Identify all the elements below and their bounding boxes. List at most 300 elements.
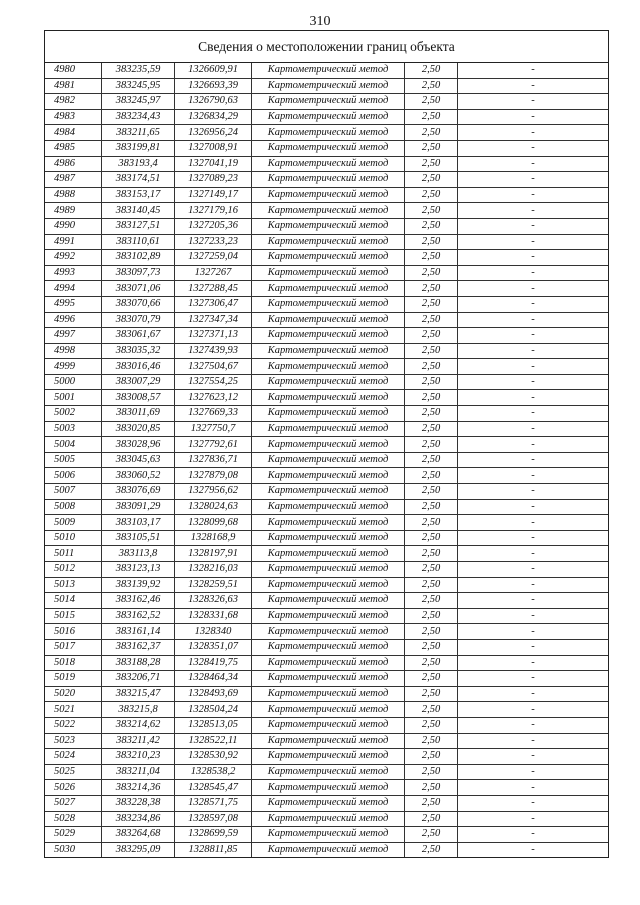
table-row bbox=[45, 156, 608, 172]
accuracy-cell: 2,50 bbox=[405, 359, 458, 375]
accuracy-cell: 2,50 bbox=[405, 187, 458, 203]
description-cell: - bbox=[458, 484, 609, 500]
accuracy-cell: 2,50 bbox=[405, 390, 458, 406]
description-cell: - bbox=[458, 63, 609, 78]
accuracy-cell: 2,50 bbox=[405, 250, 458, 266]
table-row bbox=[45, 733, 608, 749]
x-coordinate-cell: 383076,69 bbox=[102, 484, 175, 500]
method-cell: Картометрический метод bbox=[252, 733, 405, 749]
description-cell: - bbox=[458, 842, 609, 857]
x-coordinate-cell: 383174,51 bbox=[102, 172, 175, 188]
point-number-cell: 5030 bbox=[45, 842, 102, 857]
description-cell: - bbox=[458, 187, 609, 203]
method-cell: Картометрический метод bbox=[252, 437, 405, 453]
table-row bbox=[45, 624, 608, 640]
x-coordinate-cell: 383061,67 bbox=[102, 328, 175, 344]
description-cell: - bbox=[458, 671, 609, 687]
x-coordinate-cell: 383193,4 bbox=[102, 156, 175, 172]
method-cell: Картометрический метод bbox=[252, 530, 405, 546]
accuracy-cell: 2,50 bbox=[405, 655, 458, 671]
accuracy-cell: 2,50 bbox=[405, 421, 458, 437]
x-coordinate-cell: 383211,04 bbox=[102, 764, 175, 780]
table-row bbox=[45, 125, 608, 141]
method-cell: Картометрический метод bbox=[252, 390, 405, 406]
y-coordinate-cell: 1327233,23 bbox=[175, 234, 252, 250]
table-row bbox=[45, 78, 608, 94]
method-cell: Картометрический метод bbox=[252, 655, 405, 671]
table-row bbox=[45, 717, 608, 733]
y-coordinate-cell: 1327179,16 bbox=[175, 203, 252, 219]
point-number-cell: 5029 bbox=[45, 827, 102, 843]
method-cell: Картометрический метод bbox=[252, 109, 405, 125]
accuracy-cell: 2,50 bbox=[405, 63, 458, 78]
point-number-cell: 5012 bbox=[45, 562, 102, 578]
point-number-cell: 5001 bbox=[45, 390, 102, 406]
table-row bbox=[45, 234, 608, 250]
point-number-cell: 5011 bbox=[45, 546, 102, 562]
accuracy-cell: 2,50 bbox=[405, 312, 458, 328]
table-row bbox=[45, 530, 608, 546]
description-cell: - bbox=[458, 109, 609, 125]
y-coordinate-cell: 1328331,68 bbox=[175, 608, 252, 624]
point-number-cell: 4991 bbox=[45, 234, 102, 250]
point-number-cell: 5008 bbox=[45, 499, 102, 515]
x-coordinate-cell: 383162,46 bbox=[102, 593, 175, 609]
table-row bbox=[45, 390, 608, 406]
description-cell: - bbox=[458, 702, 609, 718]
x-coordinate-cell: 383007,29 bbox=[102, 374, 175, 390]
point-number-cell: 5000 bbox=[45, 374, 102, 390]
x-coordinate-cell: 383245,97 bbox=[102, 94, 175, 110]
description-cell: - bbox=[458, 234, 609, 250]
y-coordinate-cell: 1327792,61 bbox=[175, 437, 252, 453]
description-cell: - bbox=[458, 265, 609, 281]
method-cell: Картометрический метод bbox=[252, 281, 405, 297]
description-cell: - bbox=[458, 390, 609, 406]
accuracy-cell: 2,50 bbox=[405, 94, 458, 110]
method-cell: Картометрический метод bbox=[252, 94, 405, 110]
x-coordinate-cell: 383140,45 bbox=[102, 203, 175, 219]
y-coordinate-cell: 1327041,19 bbox=[175, 156, 252, 172]
accuracy-cell: 2,50 bbox=[405, 156, 458, 172]
point-number-cell: 5006 bbox=[45, 468, 102, 484]
y-coordinate-cell: 1327288,45 bbox=[175, 281, 252, 297]
accuracy-cell: 2,50 bbox=[405, 733, 458, 749]
description-cell: - bbox=[458, 515, 609, 531]
accuracy-cell: 2,50 bbox=[405, 328, 458, 344]
description-cell: - bbox=[458, 328, 609, 344]
method-cell: Картометрический метод bbox=[252, 218, 405, 234]
description-cell: - bbox=[458, 140, 609, 156]
accuracy-cell: 2,50 bbox=[405, 265, 458, 281]
method-cell: Картометрический метод bbox=[252, 702, 405, 718]
description-cell: - bbox=[458, 749, 609, 765]
boundary-table-frame bbox=[44, 30, 609, 858]
x-coordinate-cell: 383028,96 bbox=[102, 437, 175, 453]
table-row bbox=[45, 265, 608, 281]
accuracy-cell: 2,50 bbox=[405, 780, 458, 796]
description-cell: - bbox=[458, 562, 609, 578]
y-coordinate-cell: 1328099,68 bbox=[175, 515, 252, 531]
accuracy-cell: 2,50 bbox=[405, 562, 458, 578]
table-row bbox=[45, 63, 608, 78]
method-cell: Картометрический метод bbox=[252, 842, 405, 857]
x-coordinate-cell: 383091,29 bbox=[102, 499, 175, 515]
x-coordinate-cell: 383234,86 bbox=[102, 811, 175, 827]
point-number-cell: 4984 bbox=[45, 125, 102, 141]
x-coordinate-cell: 383153,17 bbox=[102, 187, 175, 203]
table-row bbox=[45, 562, 608, 578]
method-cell: Картометрический метод bbox=[252, 452, 405, 468]
table-row bbox=[45, 546, 608, 562]
x-coordinate-cell: 383123,13 bbox=[102, 562, 175, 578]
y-coordinate-cell: 1327306,47 bbox=[175, 296, 252, 312]
y-coordinate-cell: 1327347,34 bbox=[175, 312, 252, 328]
accuracy-cell: 2,50 bbox=[405, 78, 458, 94]
point-number-cell: 5019 bbox=[45, 671, 102, 687]
x-coordinate-cell: 383008,57 bbox=[102, 390, 175, 406]
accuracy-cell: 2,50 bbox=[405, 546, 458, 562]
table-row bbox=[45, 702, 608, 718]
point-number-cell: 4994 bbox=[45, 281, 102, 297]
point-number-cell: 5017 bbox=[45, 639, 102, 655]
method-cell: Картометрический метод bbox=[252, 406, 405, 422]
point-number-cell: 5002 bbox=[45, 406, 102, 422]
method-cell: Картометрический метод bbox=[252, 608, 405, 624]
description-cell: - bbox=[458, 437, 609, 453]
y-coordinate-cell: 1328571,75 bbox=[175, 795, 252, 811]
y-coordinate-cell: 1328522,11 bbox=[175, 733, 252, 749]
description-cell: - bbox=[458, 655, 609, 671]
point-number-cell: 5021 bbox=[45, 702, 102, 718]
method-cell: Картометрический метод bbox=[252, 780, 405, 796]
description-cell: - bbox=[458, 780, 609, 796]
description-cell: - bbox=[458, 281, 609, 297]
x-coordinate-cell: 383215,8 bbox=[102, 702, 175, 718]
table-row bbox=[45, 827, 608, 843]
point-number-cell: 5018 bbox=[45, 655, 102, 671]
x-coordinate-cell: 383139,92 bbox=[102, 577, 175, 593]
accuracy-cell: 2,50 bbox=[405, 717, 458, 733]
accuracy-cell: 2,50 bbox=[405, 749, 458, 765]
description-cell: - bbox=[458, 343, 609, 359]
accuracy-cell: 2,50 bbox=[405, 109, 458, 125]
method-cell: Картометрический метод bbox=[252, 546, 405, 562]
table-row bbox=[45, 406, 608, 422]
accuracy-cell: 2,50 bbox=[405, 639, 458, 655]
y-coordinate-cell: 1327008,91 bbox=[175, 140, 252, 156]
y-coordinate-cell: 1327879,08 bbox=[175, 468, 252, 484]
y-coordinate-cell: 1328504,24 bbox=[175, 702, 252, 718]
accuracy-cell: 2,50 bbox=[405, 624, 458, 640]
point-number-cell: 4981 bbox=[45, 78, 102, 94]
description-cell: - bbox=[458, 717, 609, 733]
description-cell: - bbox=[458, 78, 609, 94]
description-cell: - bbox=[458, 250, 609, 266]
x-coordinate-cell: 383060,52 bbox=[102, 468, 175, 484]
point-number-cell: 4985 bbox=[45, 140, 102, 156]
method-cell: Картометрический метод bbox=[252, 156, 405, 172]
method-cell: Картометрический метод bbox=[252, 577, 405, 593]
method-cell: Картометрический метод bbox=[252, 421, 405, 437]
accuracy-cell: 2,50 bbox=[405, 218, 458, 234]
x-coordinate-cell: 383214,36 bbox=[102, 780, 175, 796]
description-cell: - bbox=[458, 156, 609, 172]
table-row bbox=[45, 437, 608, 453]
y-coordinate-cell: 1328419,75 bbox=[175, 655, 252, 671]
description-cell: - bbox=[458, 125, 609, 141]
y-coordinate-cell: 1327205,36 bbox=[175, 218, 252, 234]
y-coordinate-cell: 1328464,34 bbox=[175, 671, 252, 687]
method-cell: Картометрический метод bbox=[252, 717, 405, 733]
point-number-cell: 4982 bbox=[45, 94, 102, 110]
point-number-cell: 5023 bbox=[45, 733, 102, 749]
y-coordinate-cell: 1327504,67 bbox=[175, 359, 252, 375]
point-number-cell: 5020 bbox=[45, 686, 102, 702]
description-cell: - bbox=[458, 172, 609, 188]
y-coordinate-cell: 1327267 bbox=[175, 265, 252, 281]
method-cell: Картометрический метод bbox=[252, 328, 405, 344]
accuracy-cell: 2,50 bbox=[405, 343, 458, 359]
point-number-cell: 4992 bbox=[45, 250, 102, 266]
method-cell: Картометрический метод bbox=[252, 78, 405, 94]
description-cell: - bbox=[458, 94, 609, 110]
table-row bbox=[45, 172, 608, 188]
method-cell: Картометрический метод bbox=[252, 63, 405, 78]
point-number-cell: 5028 bbox=[45, 811, 102, 827]
x-coordinate-cell: 383215,47 bbox=[102, 686, 175, 702]
x-coordinate-cell: 383016,46 bbox=[102, 359, 175, 375]
table-row bbox=[45, 281, 608, 297]
description-cell: - bbox=[458, 811, 609, 827]
description-cell: - bbox=[458, 624, 609, 640]
x-coordinate-cell: 383020,85 bbox=[102, 421, 175, 437]
description-cell: - bbox=[458, 577, 609, 593]
y-coordinate-cell: 1327439,93 bbox=[175, 343, 252, 359]
accuracy-cell: 2,50 bbox=[405, 811, 458, 827]
table-row bbox=[45, 671, 608, 687]
table-row bbox=[45, 374, 608, 390]
accuracy-cell: 2,50 bbox=[405, 234, 458, 250]
y-coordinate-cell: 1328351,07 bbox=[175, 639, 252, 655]
method-cell: Картометрический метод bbox=[252, 764, 405, 780]
method-cell: Картометрический метод bbox=[252, 250, 405, 266]
accuracy-cell: 2,50 bbox=[405, 608, 458, 624]
accuracy-cell: 2,50 bbox=[405, 437, 458, 453]
y-coordinate-cell: 1328597,08 bbox=[175, 811, 252, 827]
table-row bbox=[45, 296, 608, 312]
y-coordinate-cell: 1326834,29 bbox=[175, 109, 252, 125]
y-coordinate-cell: 1327750,7 bbox=[175, 421, 252, 437]
point-number-cell: 5025 bbox=[45, 764, 102, 780]
description-cell: - bbox=[458, 608, 609, 624]
accuracy-cell: 2,50 bbox=[405, 764, 458, 780]
x-coordinate-cell: 383162,37 bbox=[102, 639, 175, 655]
x-coordinate-cell: 383235,59 bbox=[102, 63, 175, 78]
table-row bbox=[45, 577, 608, 593]
method-cell: Картометрический метод bbox=[252, 234, 405, 250]
method-cell: Картометрический метод bbox=[252, 359, 405, 375]
y-coordinate-cell: 1326790,63 bbox=[175, 94, 252, 110]
table-row bbox=[45, 795, 608, 811]
description-cell: - bbox=[458, 639, 609, 655]
method-cell: Картометрический метод bbox=[252, 468, 405, 484]
accuracy-cell: 2,50 bbox=[405, 499, 458, 515]
table-row bbox=[45, 452, 608, 468]
description-cell: - bbox=[458, 795, 609, 811]
point-number-cell: 5004 bbox=[45, 437, 102, 453]
x-coordinate-cell: 383110,61 bbox=[102, 234, 175, 250]
description-cell: - bbox=[458, 546, 609, 562]
page-number: 310 bbox=[309, 14, 331, 29]
accuracy-cell: 2,50 bbox=[405, 671, 458, 687]
table-row bbox=[45, 109, 608, 125]
x-coordinate-cell: 383035,32 bbox=[102, 343, 175, 359]
method-cell: Картометрический метод bbox=[252, 374, 405, 390]
y-coordinate-cell: 1328197,91 bbox=[175, 546, 252, 562]
point-number-cell: 5014 bbox=[45, 593, 102, 609]
point-number-cell: 5013 bbox=[45, 577, 102, 593]
point-number-cell: 5026 bbox=[45, 780, 102, 796]
method-cell: Картометрический метод bbox=[252, 125, 405, 141]
x-coordinate-cell: 383264,68 bbox=[102, 827, 175, 843]
description-cell: - bbox=[458, 764, 609, 780]
description-cell: - bbox=[458, 421, 609, 437]
description-cell: - bbox=[458, 593, 609, 609]
table-row bbox=[45, 343, 608, 359]
x-coordinate-cell: 383070,79 bbox=[102, 312, 175, 328]
y-coordinate-cell: 1328811,85 bbox=[175, 842, 252, 857]
description-cell: - bbox=[458, 312, 609, 328]
accuracy-cell: 2,50 bbox=[405, 827, 458, 843]
table-row bbox=[45, 608, 608, 624]
table-row bbox=[45, 515, 608, 531]
point-number-cell: 4980 bbox=[45, 63, 102, 78]
method-cell: Картометрический метод bbox=[252, 827, 405, 843]
method-cell: Картометрический метод bbox=[252, 140, 405, 156]
y-coordinate-cell: 1327956,62 bbox=[175, 484, 252, 500]
point-number-cell: 4983 bbox=[45, 109, 102, 125]
method-cell: Картометрический метод bbox=[252, 639, 405, 655]
x-coordinate-cell: 383045,63 bbox=[102, 452, 175, 468]
accuracy-cell: 2,50 bbox=[405, 686, 458, 702]
y-coordinate-cell: 1327149,17 bbox=[175, 187, 252, 203]
y-coordinate-cell: 1328340 bbox=[175, 624, 252, 640]
point-number-cell: 5005 bbox=[45, 452, 102, 468]
method-cell: Картометрический метод bbox=[252, 686, 405, 702]
table-row bbox=[45, 811, 608, 827]
x-coordinate-cell: 383214,62 bbox=[102, 717, 175, 733]
y-coordinate-cell: 1327554,25 bbox=[175, 374, 252, 390]
description-cell: - bbox=[458, 218, 609, 234]
x-coordinate-cell: 383011,69 bbox=[102, 406, 175, 422]
description-cell: - bbox=[458, 452, 609, 468]
point-number-cell: 4987 bbox=[45, 172, 102, 188]
table-row bbox=[45, 639, 608, 655]
accuracy-cell: 2,50 bbox=[405, 515, 458, 531]
accuracy-cell: 2,50 bbox=[405, 140, 458, 156]
table-row bbox=[45, 187, 608, 203]
x-coordinate-cell: 383161,14 bbox=[102, 624, 175, 640]
accuracy-cell: 2,50 bbox=[405, 468, 458, 484]
point-number-cell: 5022 bbox=[45, 717, 102, 733]
table-row bbox=[45, 749, 608, 765]
table-row bbox=[45, 359, 608, 375]
table-row bbox=[45, 421, 608, 437]
y-coordinate-cell: 1328699,59 bbox=[175, 827, 252, 843]
x-coordinate-cell: 383113,8 bbox=[102, 546, 175, 562]
x-coordinate-cell: 383105,51 bbox=[102, 530, 175, 546]
description-cell: - bbox=[458, 359, 609, 375]
x-coordinate-cell: 383228,38 bbox=[102, 795, 175, 811]
accuracy-cell: 2,50 bbox=[405, 296, 458, 312]
point-number-cell: 4996 bbox=[45, 312, 102, 328]
description-cell: - bbox=[458, 827, 609, 843]
point-number-cell: 5009 bbox=[45, 515, 102, 531]
table-row bbox=[45, 655, 608, 671]
description-cell: - bbox=[458, 530, 609, 546]
point-number-cell: 4988 bbox=[45, 187, 102, 203]
description-cell: - bbox=[458, 296, 609, 312]
x-coordinate-cell: 383103,17 bbox=[102, 515, 175, 531]
method-cell: Картометрический метод bbox=[252, 593, 405, 609]
y-coordinate-cell: 1326609,91 bbox=[175, 63, 252, 78]
y-coordinate-cell: 1327371,13 bbox=[175, 328, 252, 344]
y-coordinate-cell: 1328168,9 bbox=[175, 530, 252, 546]
description-cell: - bbox=[458, 374, 609, 390]
accuracy-cell: 2,50 bbox=[405, 281, 458, 297]
point-number-cell: 5010 bbox=[45, 530, 102, 546]
y-coordinate-cell: 1328259,51 bbox=[175, 577, 252, 593]
accuracy-cell: 2,50 bbox=[405, 203, 458, 219]
x-coordinate-cell: 383211,65 bbox=[102, 125, 175, 141]
y-coordinate-cell: 1328024,63 bbox=[175, 499, 252, 515]
x-coordinate-cell: 383234,43 bbox=[102, 109, 175, 125]
accuracy-cell: 2,50 bbox=[405, 374, 458, 390]
y-coordinate-cell: 1327259,04 bbox=[175, 250, 252, 266]
accuracy-cell: 2,50 bbox=[405, 593, 458, 609]
y-coordinate-cell: 1327836,71 bbox=[175, 452, 252, 468]
table-row bbox=[45, 468, 608, 484]
method-cell: Картометрический метод bbox=[252, 624, 405, 640]
table-row bbox=[45, 250, 608, 266]
x-coordinate-cell: 383162,52 bbox=[102, 608, 175, 624]
accuracy-cell: 2,50 bbox=[405, 842, 458, 857]
x-coordinate-cell: 383070,66 bbox=[102, 296, 175, 312]
y-coordinate-cell: 1328493,69 bbox=[175, 686, 252, 702]
table-row bbox=[45, 593, 608, 609]
method-cell: Картометрический метод bbox=[252, 795, 405, 811]
x-coordinate-cell: 383210,23 bbox=[102, 749, 175, 765]
table-row bbox=[45, 140, 608, 156]
x-coordinate-cell: 383245,95 bbox=[102, 78, 175, 94]
method-cell: Картометрический метод bbox=[252, 343, 405, 359]
x-coordinate-cell: 383127,51 bbox=[102, 218, 175, 234]
point-number-cell: 5027 bbox=[45, 795, 102, 811]
method-cell: Картометрический метод bbox=[252, 296, 405, 312]
method-cell: Картометрический метод bbox=[252, 515, 405, 531]
method-cell: Картометрический метод bbox=[252, 172, 405, 188]
description-cell: - bbox=[458, 686, 609, 702]
point-number-cell: 5003 bbox=[45, 421, 102, 437]
point-number-cell: 4999 bbox=[45, 359, 102, 375]
point-number-cell: 5007 bbox=[45, 484, 102, 500]
x-coordinate-cell: 383097,73 bbox=[102, 265, 175, 281]
table-row bbox=[45, 484, 608, 500]
coordinates-table bbox=[45, 63, 608, 857]
accuracy-cell: 2,50 bbox=[405, 406, 458, 422]
accuracy-cell: 2,50 bbox=[405, 125, 458, 141]
